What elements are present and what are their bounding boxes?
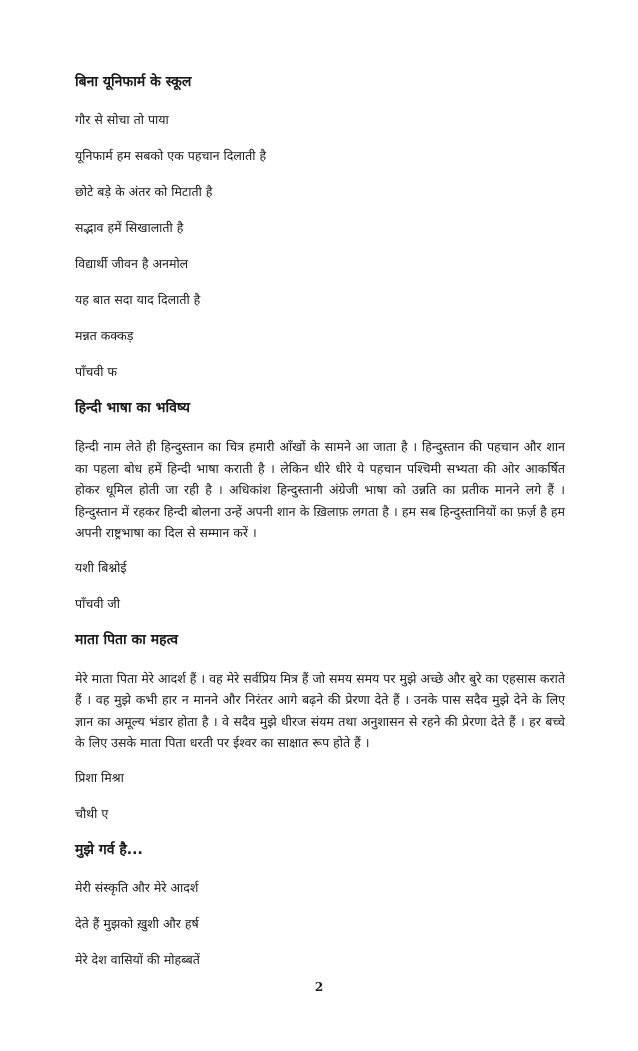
- author-class: पाँचवी फ: [75, 364, 118, 379]
- section-parents: [75, 630, 565, 824]
- section-hindi: [75, 398, 565, 614]
- page-number: 2: [314, 980, 324, 994]
- section-uniform: [75, 72, 565, 382]
- poem-line: गौर से सोचा तो पाया: [75, 112, 169, 127]
- essay-paragraph: हिन्दी नाम लेते ही हिन्दुस्तान का चित्र हमारी आँखों के सामने आ जाता है । हिन्दुस्तान की पहचान और शान का पहला बोध हमें हिन्दी भाषा कराती है । लेकिन धीरे धीरे ये पहचान पश्चिमी सभ्यता की ओर आकर्षित होकर धूमिल होती जा रही है । अधिकांश हिन्दुस्तानी अंग्रेजी भाषा को उन्नति का प्रतीक मानने लगे हैं । हिन्दुस्तान में रहकर हिन्दी बोलना उन्हें अपनी शान के ख़िलाफ़ लगता है । हम सब हिन्दुस्तानियों का फ़र्ज़ है हम अपनी राष्ट्रभाषा का दिल से सम्मान करें ।: [75, 439, 565, 540]
- section-heading: मुझे गर्व है...: [75, 841, 143, 858]
- section-heading: हिन्दी भाषा का भविष्य: [75, 400, 190, 416]
- poem-line: यह बात सदा याद दिलाती है: [75, 292, 201, 307]
- document-page: [75, 72, 565, 986]
- section-heading: माता पिता का महत्व: [75, 631, 179, 648]
- poem-line: मेरी संस्कृति और मेरे आदर्श: [75, 879, 199, 895]
- poem-line: छोटे बड़े के अंतर को मिटाती है: [75, 184, 213, 199]
- poem-line: मेरे देश वासियों की मोहब्बतें: [75, 951, 200, 967]
- poem-line: सद्भाव हमें सिखालाती है: [75, 220, 184, 235]
- author-name: यशी बिश्नोई: [75, 559, 127, 575]
- author-name: प्रिशा मिश्रा: [75, 769, 124, 785]
- poem-line: विद्यार्थी जीवन है अनमोल: [75, 256, 189, 271]
- section-heading: बिना यूनिफार्म के स्कूल: [75, 74, 192, 90]
- author-name: मन्नत कक्कड़: [75, 328, 134, 343]
- poem-line: देते हैं मुझको ख़ुशी और हर्ष: [75, 915, 199, 931]
- poem-line: यूनिफार्म हम सबको एक पहचान दिलाती है: [75, 148, 267, 163]
- author-class: पाँचवी जी: [75, 595, 120, 611]
- essay-paragraph: मेरे माता पिता मेरे आदर्श हैं । वह मेरे सर्वप्रिय मित्र हैं जो समय समय पर मुझे अच्छे और बुरे का एहसास कराते हैं । वह मुझे कभी हार न मानने और निरंतर आगे बढ़ने की प्रेरणा देते हैं । उनके पास सदैव मुझे देने के लिए ज्ञान का अमूल्य भंडार होता है । वे सदैव मुझे धीरज संयम तथा अनुशासन से रहने की प्रेरणा देते हैं । हर बच्चे के लिए उसके माता पिता धरती पर ईश्वर का साक्षात रूप होते हैं ।: [75, 670, 565, 750]
- author-class: चौथी ए: [75, 805, 109, 821]
- section-pride: [75, 840, 565, 970]
